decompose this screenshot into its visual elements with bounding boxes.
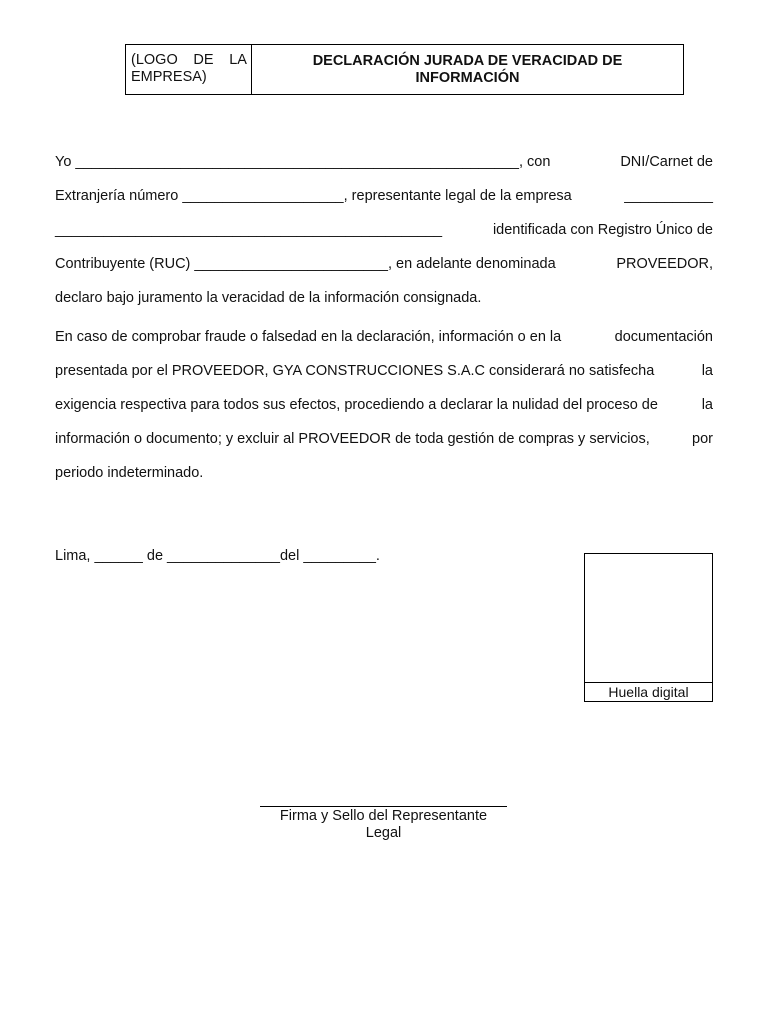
- header-table: [125, 44, 684, 95]
- logo-text-line2: EMPRESA): [131, 69, 207, 85]
- document-title-line1: DECLARACIÓN JURADA DE VERACIDAD DE: [312, 52, 623, 69]
- declaration-line-2-text: Extranjería número ____________________, representante legal de la empresa: [55, 188, 572, 204]
- declaration-line-1-text: Yo _______________________________________________________, con: [55, 154, 551, 170]
- declaration-line-5-text: declaro bajo juramento la veracidad de la información consignada.: [55, 290, 482, 306]
- penalty-line-5: [55, 461, 713, 495]
- declaration-line-3-end: identificada con Registro Único de: [492, 222, 713, 238]
- penalty-line-3: [55, 393, 713, 427]
- logo-placeholder: [126, 45, 252, 94]
- penalty-line-5-text: periodo indeterminado.: [55, 465, 204, 481]
- penalty-line-1-text: En caso de comprobar fraude o falsedad en la declaración, información o en la: [55, 329, 562, 345]
- signature-caption: [260, 808, 507, 842]
- declaration-line-3: [55, 218, 713, 252]
- penalty-line-2: [55, 359, 713, 393]
- signature-caption-line1: Firma y Sello del Representante: [279, 808, 488, 824]
- declaration-line-2: [55, 184, 713, 218]
- penalty-line-2-end: la: [701, 363, 713, 379]
- penalty-line-3-text: exigencia respectiva para todos sus efectos, procediendo a declarar la nulidad del proceso de: [55, 397, 658, 413]
- declaration-line-3-text: ________________________________________________: [55, 222, 443, 238]
- fingerprint-label: Huella digital: [585, 682, 712, 701]
- fingerprint-box: [584, 553, 713, 702]
- logo-text-line1: [131, 52, 247, 69]
- penalty-line-2-text: presentada por el PROVEEDOR, GYA CONSTRUCCIONES S.A.C considerará no satisfecha: [55, 363, 655, 379]
- declaration-line-1: [55, 150, 713, 184]
- declaration-line-4: [55, 252, 713, 286]
- declaration-line-1-end: DNI/Carnet de: [620, 154, 713, 170]
- declaration-line-2-end: ___________: [624, 188, 713, 204]
- penalty-line-1-end: documentación: [614, 329, 713, 345]
- declaration-paragraph: [55, 150, 713, 320]
- penalty-line-1: [55, 325, 713, 359]
- declaration-line-4-text: Contribuyente (RUC) ________________________, en adelante denominada: [55, 256, 556, 272]
- logo-word-3: LA: [229, 52, 247, 68]
- declaration-line-4-end: PROVEEDOR,: [616, 256, 713, 272]
- penalty-line-3-end: la: [701, 397, 713, 413]
- declaration-line-5: [55, 286, 713, 320]
- signature-caption-line2: Legal: [365, 825, 402, 841]
- penalty-line-4-text: información o documento; y excluir al PROVEEDOR de toda gestión de compras y servicios,: [55, 431, 650, 447]
- document-title: [252, 45, 683, 94]
- logo-word-1: (LOGO: [131, 52, 178, 68]
- penalty-line-4-end: por: [692, 431, 713, 447]
- date-line: Lima, ______ de ______________del _________.: [55, 548, 380, 564]
- document-title-line2: INFORMACIÓN: [415, 69, 520, 86]
- penalty-paragraph: [55, 325, 713, 495]
- logo-word-2: DE: [193, 52, 214, 68]
- signature-line: [260, 806, 507, 807]
- penalty-line-4: [55, 427, 713, 461]
